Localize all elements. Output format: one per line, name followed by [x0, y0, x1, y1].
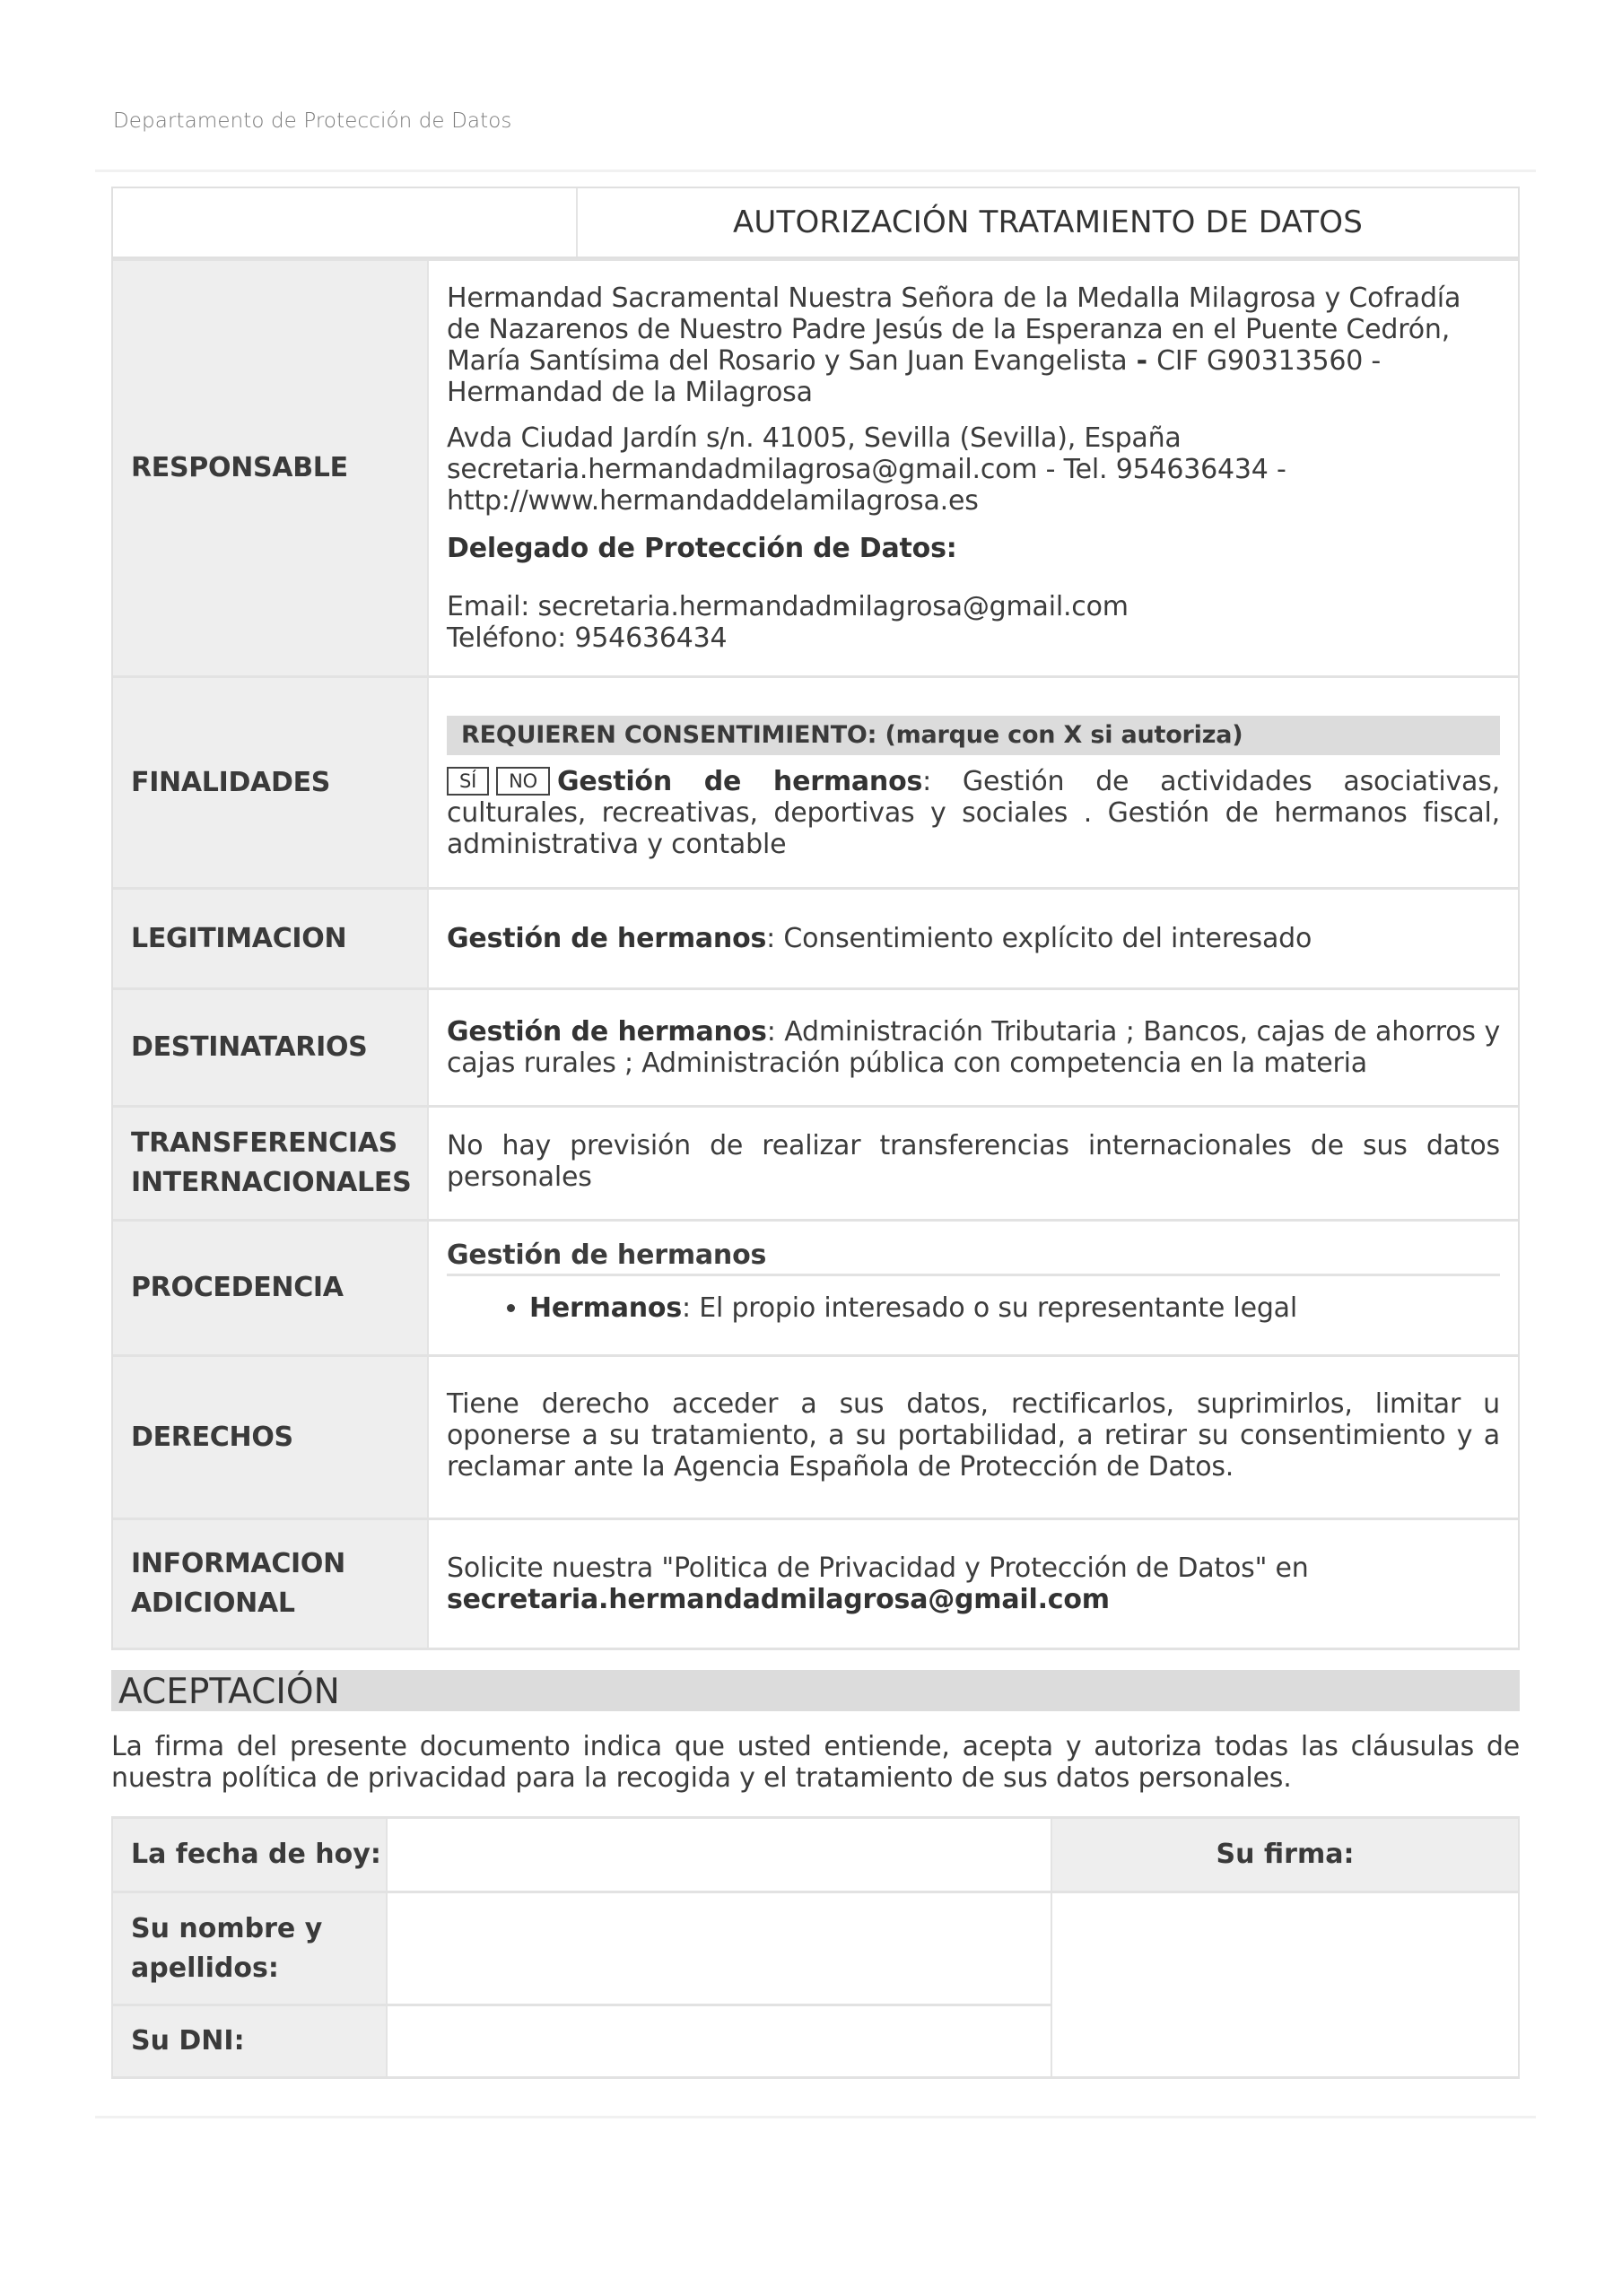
responsable-contact-line: secretaria.hermandadmilagrosa@gmail.com - Tel. 954636434 - — [447, 454, 1286, 485]
signature-label: Su firma: — [1052, 1819, 1518, 1891]
name-field[interactable] — [388, 1893, 1052, 2004]
content-responsable — [429, 261, 1518, 675]
date-label: La fecha de hoy: — [113, 1819, 388, 1891]
label-transferencias: TRANSFERENCIAS INTERNACIONALES — [113, 1108, 429, 1219]
row-derechos — [113, 1354, 1518, 1518]
destinatarios-text: : Administración Tributaria ; Bancos, cajas de ahorros y cajas rurales ; Administración pública con competencia en la materia — [447, 1016, 1501, 1079]
row-informacion — [113, 1518, 1518, 1650]
department-header: Departamento de Protección de Datos — [113, 109, 512, 133]
informacion-email[interactable]: secretaria.hermandadmilagrosa@gmail.com — [447, 1584, 1110, 1615]
responsable-website[interactable]: http://www.hermandaddelamilagrosa.es — [447, 485, 979, 517]
dpo-email: Email: secretaria.hermandadmilagrosa@gmail.com — [447, 591, 1129, 622]
header-divider — [95, 170, 1536, 172]
label-finalidades: FINALIDADES — [113, 678, 429, 887]
dni-field[interactable] — [388, 2006, 1052, 2076]
acceptance-title: ACEPTACIÓN — [111, 1670, 1520, 1711]
row-transferencias — [113, 1105, 1518, 1219]
responsable-cif: CIF G90313560 - — [1156, 345, 1382, 377]
row-destinatarios — [113, 987, 1518, 1105]
list-item: • Hermanos: El propio interesado o su representante legal — [529, 1292, 1500, 1324]
acceptance-text: La firma del presente documento indica que usted entiende, acepta y autoriza todas las cláusulas de nuestra política de privacidad para la recogida y el tratamiento de sus datos personales. — [111, 1731, 1520, 1794]
responsable-entity: Hermandad Sacramental Nuestra Señora de la Medalla Milagrosa y Cofradía de Nazarenos de Nuestro Padre Jesús de la Esperanza en el Puente Cedrón, María Santísima del Rosario y San Juan Evangelista - CIF G90313560 - Hermandad de la Milagrosa — [447, 283, 1461, 408]
label-procedencia: PROCEDENCIA — [113, 1222, 429, 1354]
name-label: Su nombre y apellidos: — [113, 1893, 388, 2004]
signature-area[interactable] — [1052, 1893, 1518, 2076]
content-finalidades — [429, 678, 1518, 887]
content-procedencia — [429, 1222, 1518, 1354]
title-table — [111, 187, 1520, 258]
label-derechos: DERECHOS — [113, 1357, 429, 1518]
content-destinatarios — [429, 990, 1518, 1105]
label-informacion: INFORMACION ADICIONAL — [113, 1520, 429, 1648]
content-transferencias — [429, 1108, 1518, 1219]
row-finalidades — [113, 675, 1518, 887]
content-legitimacion — [429, 890, 1518, 987]
dpo-contact — [447, 591, 1500, 654]
label-legitimacion: LEGITIMACION — [113, 890, 429, 987]
label-responsable: RESPONSABLE — [113, 261, 429, 675]
row-responsable — [113, 258, 1518, 675]
responsable-entity-short: Hermandad de la Milagrosa — [447, 377, 813, 408]
legitimacion-text: : Consentimiento explícito del interesado — [766, 923, 1312, 954]
no-checkbox[interactable]: NO — [496, 767, 550, 796]
dpo-title: Delegado de Protección de Datos: — [447, 533, 957, 564]
signature-table — [111, 1816, 1520, 2079]
procedencia-list — [447, 1292, 1500, 1324]
purpose-description: : Gestión de actividades asociativas, culturales, recreativas, deportivas y sociales . Gestión de hermanos fiscal, administrativa y contable — [447, 766, 1501, 860]
footer-divider — [95, 2116, 1536, 2118]
label-destinatarios: DESTINATARIOS — [113, 990, 429, 1105]
purpose-text — [447, 766, 1500, 860]
yes-checkbox[interactable]: SÍ — [447, 767, 489, 796]
info-table — [111, 258, 1520, 1650]
consent-header: REQUIEREN CONSENTIMIENTO: (marque con X si autoriza) — [447, 716, 1500, 755]
dni-label: Su DNI: — [113, 2006, 388, 2076]
document-title: AUTORIZACIÓN TRATAMIENTO DE DATOS — [732, 204, 1364, 240]
logo-cell — [113, 188, 578, 257]
derechos-text: Tiene derecho acceder a sus datos, rectificarlos, suprimirlos, limitar u oponerse a su tratamiento, a su portabilidad, a retirar su consentimiento y a reclamar ante la Agencia Española de Protección de Datos. — [447, 1388, 1500, 1483]
content-informacion — [429, 1520, 1518, 1648]
transferencias-text: No hay previsión de realizar transferencias internacionales de sus datos personales — [447, 1130, 1500, 1193]
legitimacion-title: Gestión de hermanos — [447, 923, 767, 954]
content-derechos — [429, 1357, 1518, 1518]
purpose-title: Gestión de hermanos — [556, 766, 923, 797]
responsable-contact — [447, 422, 1500, 517]
row-legitimacion — [113, 887, 1518, 987]
responsable-address: Avda Ciudad Jardín s/n. 41005, Sevilla (Sevilla), España — [447, 422, 1182, 454]
dpo-phone: Teléfono: 954636434 — [447, 622, 728, 654]
procedencia-heading: Gestión de hermanos — [447, 1239, 1500, 1276]
date-field[interactable] — [388, 1819, 1052, 1891]
informacion-text: Solicite nuestra "Politica de Privacidad y Protección de Datos" en — [447, 1552, 1309, 1584]
destinatarios-title: Gestión de hermanos — [447, 1016, 767, 1048]
row-procedencia — [113, 1219, 1518, 1354]
